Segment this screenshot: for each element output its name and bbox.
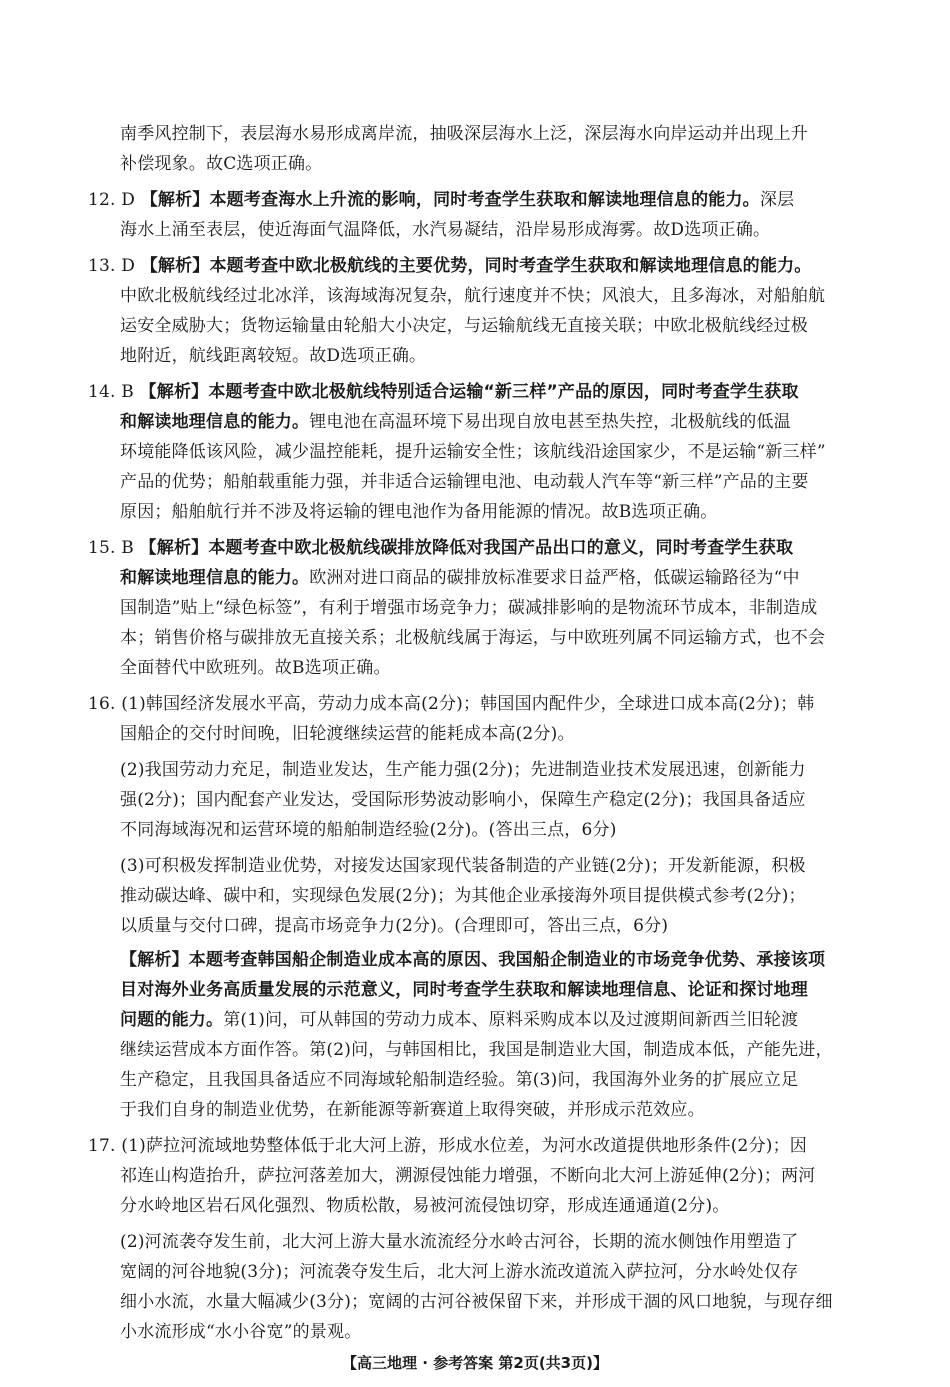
text-segment: 16. (1)韩国经济发展水平高，劳动力成本高(2分)；韩国国内配件少，全球进口成本高(2分)；韩	[88, 694, 815, 714]
text-segment: 祁连山构造抬升，萨拉河落差加大，溯源侵蚀能力增强，不断向北大河上游延伸(2分)；两河	[120, 1166, 816, 1186]
bold-segment: 【解析】本题考查中欧北极航线的主要优势，同时考查学生获取和解读地理信息的能力。	[140, 256, 812, 276]
text-line	[120, 468, 809, 496]
text-segment: 地附近，航线距离较短。故D选项正确。	[120, 346, 427, 366]
text-line	[120, 120, 808, 148]
text-segment: 南季风控制下，表层海水易形成离岸流，抽吸深层海水上泛，深层海水向岸运动并出现上升	[120, 124, 808, 144]
text-segment: 13. D	[88, 256, 141, 276]
text-segment: 以质量与交付口碑，提高市场竞争力(2分)。(合理即可，答出三点，6分)	[120, 916, 669, 936]
text-segment: 深层	[759, 190, 795, 210]
text-segment: 补偿现象。故C选项正确。	[120, 154, 323, 174]
text-line	[120, 720, 575, 748]
text-segment: (2)河流袭夺发生前，北大河上游大量水流流经分水岭古河谷，长期的流水侧蚀作用塑造了	[120, 1232, 799, 1252]
text-segment: (3)可积极发挥制造业优势，对接发达国家现代装备制造的产业链(2分)；开发新能源，积极	[120, 856, 806, 876]
text-line	[120, 1288, 833, 1316]
text-segment: 宽阔的河谷地貌(3分)；河流袭夺发生后，北大河上游水流改道流入萨拉河，分水岭处仅存	[120, 1262, 799, 1282]
bold-segment: 和解读地理信息的能力。	[120, 568, 310, 588]
text-line	[120, 408, 791, 436]
text-line	[120, 216, 770, 244]
text-segment: 产品的优势；船舶载重能力强，并非适合运输锂电池、电动载人汽车等“新三样”产品的主要	[120, 472, 809, 492]
text-segment: 中欧北极航线经过北冰洋，该海域海况复杂，航行速度并不快；风浪大，且多海冰，对船舶航	[120, 286, 826, 306]
text-segment: 细小水流，水量大幅减少(3分)；宽阔的古河谷被保留下来，并形成干涸的风口地貌，与现存细	[120, 1292, 833, 1312]
text-segment: 运安全威胁大；货物运输量由轮船大小决定，与运输航线无直接关联；中欧北极航线经过极	[120, 316, 808, 336]
text-line	[120, 282, 825, 310]
text-segment: 生产稳定，且我国具备适应不同海域轮船制造经验。第(3)问，我国海外业务的扩展应立足	[120, 1070, 799, 1090]
text-line	[120, 882, 806, 910]
text-line	[120, 564, 800, 592]
text-line	[120, 1096, 705, 1124]
bold-segment: 目对海外业务高质量发展的示范意义，同时考查学生获取和解读地理信息、论证和探讨地理	[120, 980, 808, 1000]
text-line	[120, 312, 808, 340]
text-segment: 小水流形成“水小谷宽”的景观。	[120, 1322, 362, 1342]
text-line	[88, 534, 793, 562]
bold-segment: 【解析】本题考查海水上升流的影响，同时考查学生获取和解读地理信息的能力。	[140, 190, 760, 210]
text-line	[120, 946, 825, 974]
text-line	[120, 1006, 798, 1034]
text-line	[120, 786, 806, 814]
text-segment: 原因；船舶航行并不涉及将运输的锂电池作为备用能源的情况。故B选项正确。	[120, 502, 718, 522]
text-line	[120, 594, 817, 622]
text-segment: 本；销售价格与碳排放无直接关系；北极航线属于海运，与中欧班列属不同运输方式，也不会	[120, 628, 826, 648]
text-line	[88, 1132, 807, 1160]
text-segment: 环境能降低该风险，减少温控能耗，提升运输安全性；该航线沿途国家少，不是运输“新三样”	[120, 442, 826, 462]
text-segment: 第(1)问，可从韩国的劳动力成本、原料采购成本以及过渡期间新西兰旧轮渡	[223, 1010, 799, 1030]
text-line	[120, 624, 825, 652]
text-line	[120, 150, 322, 178]
text-line	[120, 498, 718, 526]
text-line	[120, 912, 668, 940]
text-segment: 17. (1)萨拉河流域地势整体低于北大河上游，形成水位差，为河水改道提供地形条件(2分)；因	[88, 1136, 807, 1156]
text-segment: (2)我国劳动力充足，制造业发达，生产能力强(2分)；先进制造业技术发展迅速，创新能力	[120, 760, 806, 780]
text-segment: 强(2分)；国内配套产业发达，受国际形势波动影响小，保障生产稳定(2分)；我国具备适应	[120, 790, 806, 810]
text-segment: 全面替代中欧班列。故B选项正确。	[120, 658, 391, 678]
text-segment: 国船企的交付时间晚，旧轮渡继续运营的能耗成本高(2分)。	[120, 724, 575, 744]
text-line	[120, 816, 617, 844]
text-segment: 分水岭地区岩石风化强烈、物质松散，易被河流侵蚀切穿，形成连通通道(2分)。	[120, 1196, 730, 1216]
text-line	[88, 378, 799, 406]
bold-segment: 【解析】本题考查中欧北极航线碳排放降低对我国产品出口的意义，同时考查学生获取	[139, 538, 794, 558]
text-line	[120, 1162, 815, 1190]
text-line	[120, 1036, 833, 1064]
bold-segment: 问题的能力。	[120, 1010, 224, 1030]
text-line	[120, 438, 826, 466]
text-line	[120, 1192, 729, 1220]
text-line	[88, 690, 814, 718]
text-line	[120, 1228, 798, 1256]
text-segment: 于我们自身的制造业优势，在新能源等新赛道上取得突破，并形成示范效应。	[120, 1100, 705, 1120]
text-line	[120, 1318, 361, 1346]
bold-segment: 【解析】本题考查中欧北极航线特别适合运输“新三样”产品的原因，同时考查学生获取	[139, 382, 799, 402]
page-footer: 【高三地理 · 参考答案 第2页(共3页)】	[342, 1354, 608, 1372]
text-segment: 海水上涌至表层，使近海面气温降低，水汽易凝结，沿岸易形成海雾。故D选项正确。	[120, 220, 771, 240]
text-segment: 国制造”贴上“绿色标签”，有利于增强市场竞争力；碳减排影响的是物流环节成本，非制造成	[120, 598, 818, 618]
text-line	[120, 654, 391, 682]
text-line	[120, 1066, 798, 1094]
text-line	[120, 756, 806, 784]
text-line	[120, 342, 426, 370]
bold-segment: 和解读地理信息的能力。	[120, 412, 310, 432]
text-segment: 14. B	[88, 382, 140, 402]
text-segment: 12. D	[88, 190, 141, 210]
text-line	[120, 976, 808, 1004]
text-segment: 不同海域海况和运营环境的船舶制造经验(2分)。(答出三点，6分)	[120, 820, 617, 840]
text-line	[88, 252, 812, 280]
text-segment: 继续运营成本方面作答。第(2)问，与韩国相比，我国是制造业大国，制造成本低，产能先进，	[120, 1040, 833, 1060]
text-segment: 15. B	[88, 538, 140, 558]
text-segment: 欧洲对进口商品的碳排放标准要求日益严格，低碳运输路径为“中	[309, 568, 800, 588]
text-line	[120, 852, 806, 880]
text-segment: 锂电池在高温环境下易出现自放电甚至热失控，北极航线的低温	[309, 412, 791, 432]
bold-segment: 【解析】本题考查韩国船企制造业成本高的原因、我国船企制造业的市场竞争优势、承接该项	[120, 950, 826, 970]
text-line	[88, 186, 794, 214]
text-segment: 推动碳达峰、碳中和，实现绿色发展(2分)；为其他企业承接海外项目提供模式参考(2分)；	[120, 886, 806, 906]
text-line	[120, 1258, 798, 1286]
